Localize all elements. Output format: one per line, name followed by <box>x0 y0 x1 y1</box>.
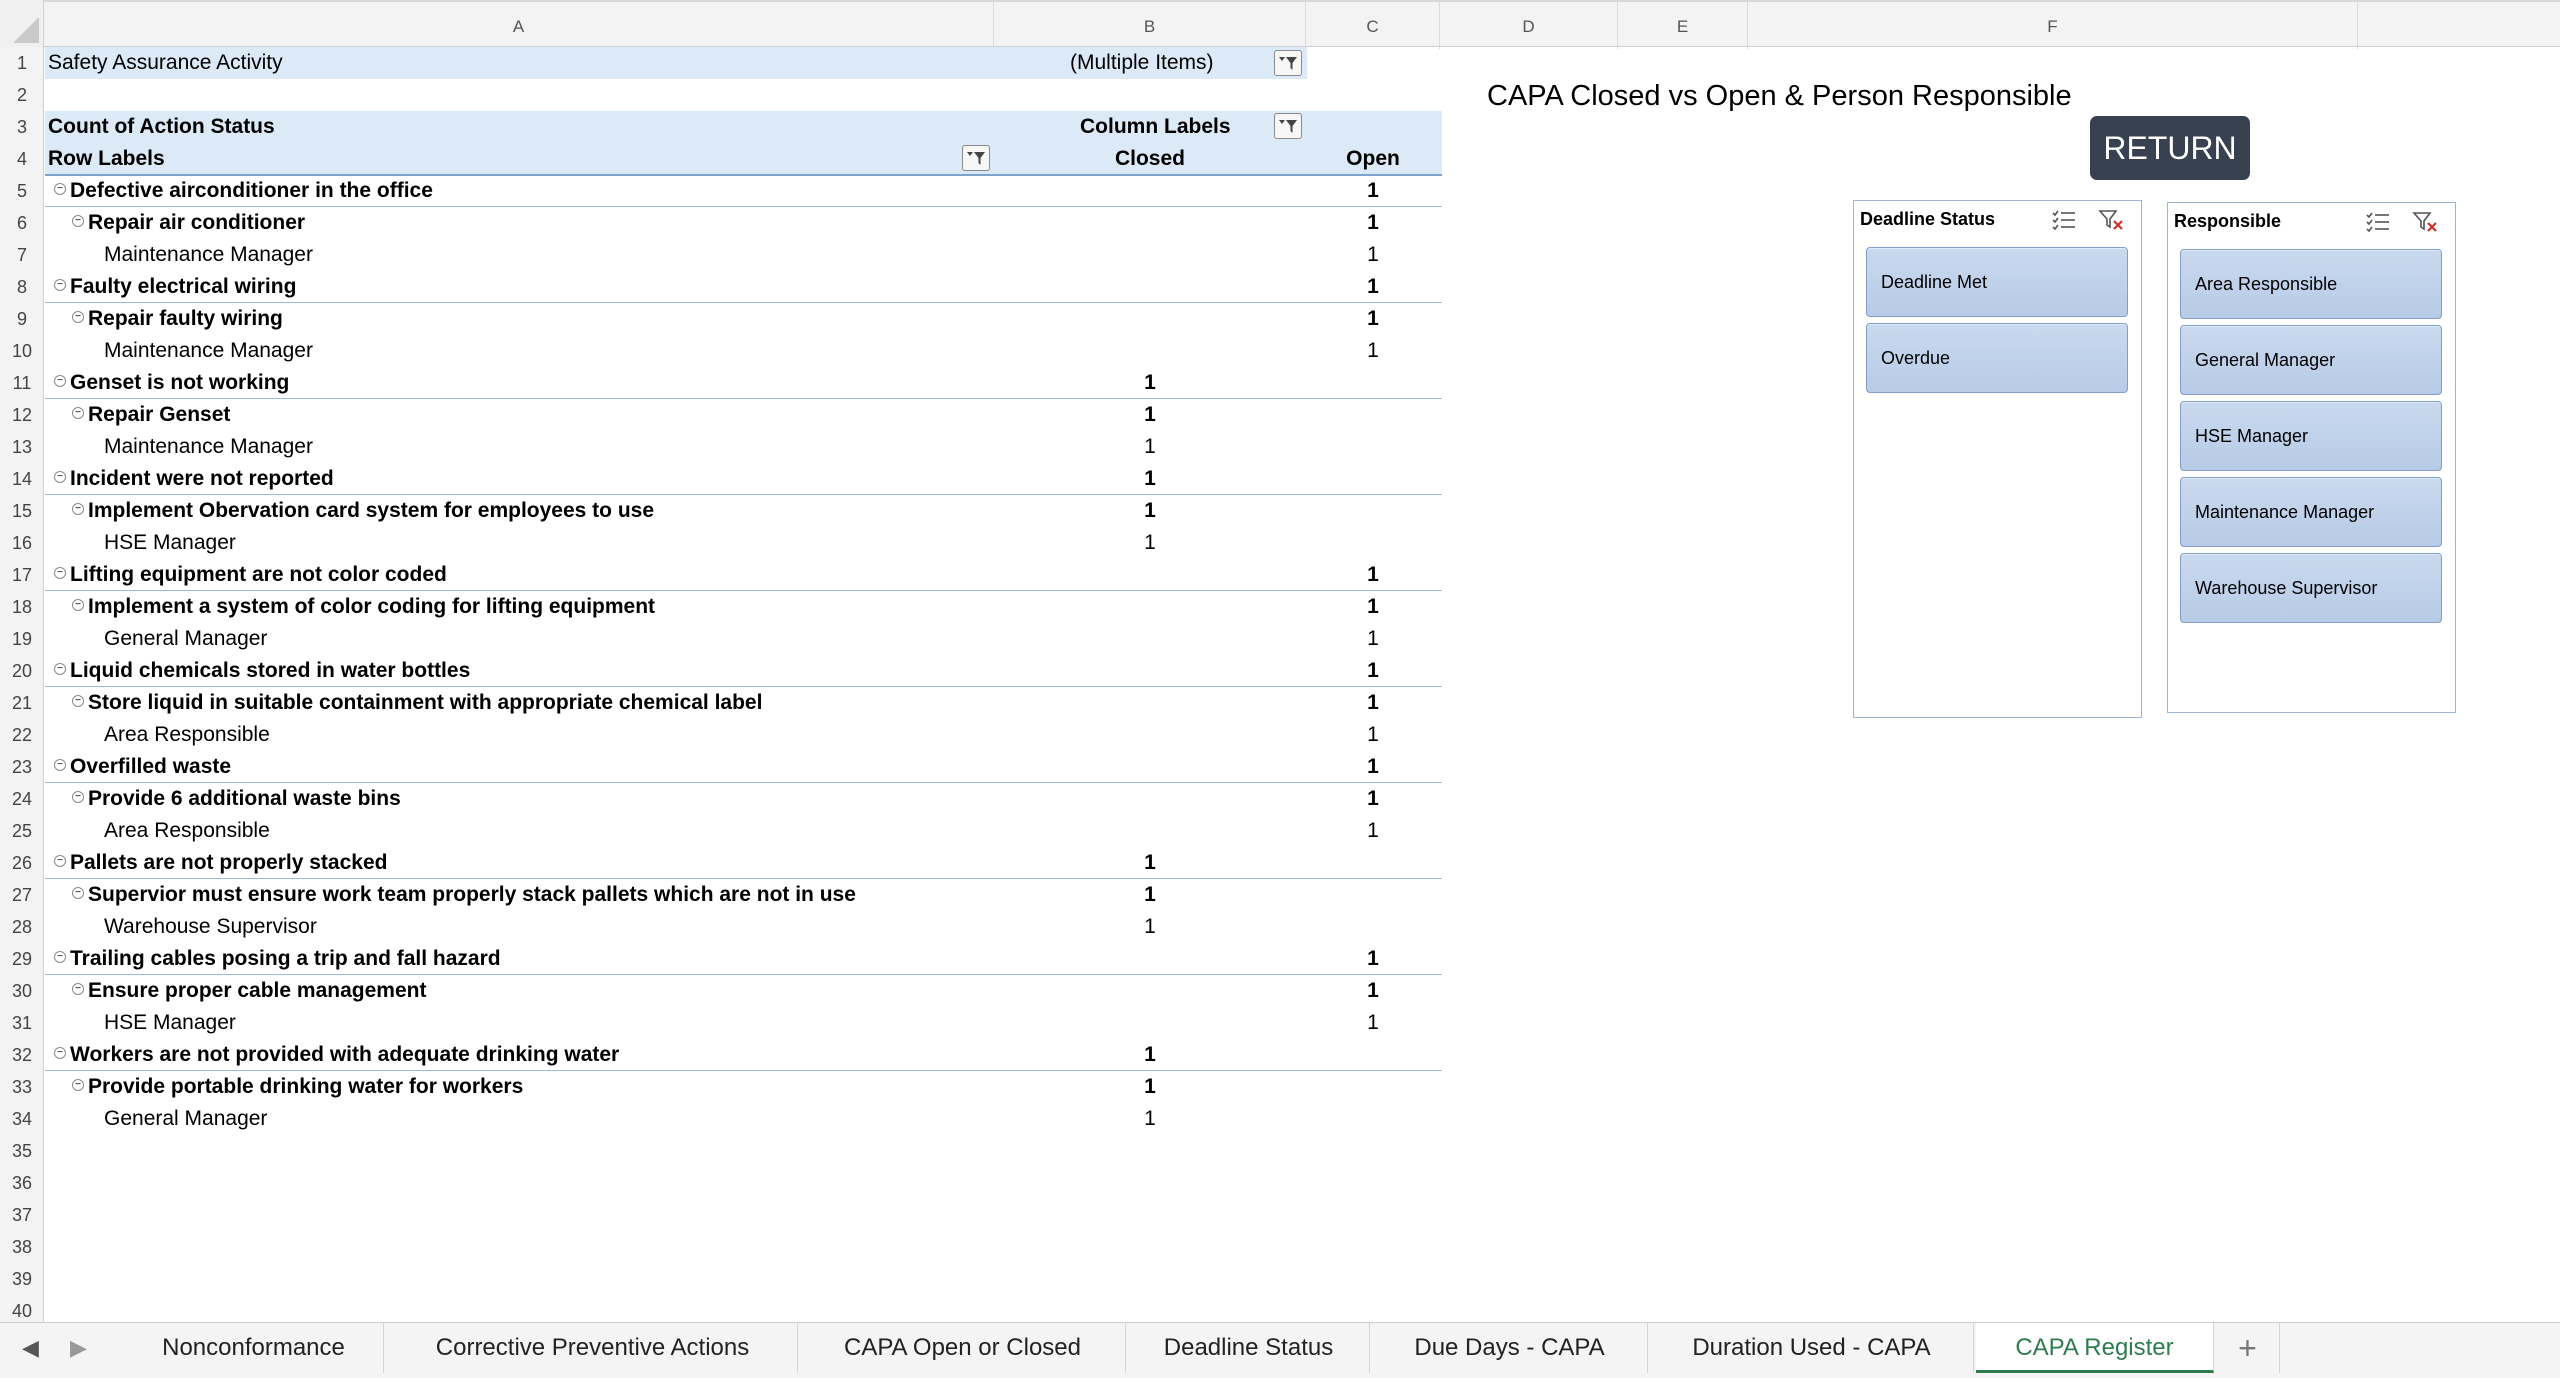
pivot-action-row <box>72 879 856 911</box>
collapse-icon[interactable]: − <box>72 311 84 323</box>
pivot-row-label: Warehouse Supervisor <box>104 915 317 938</box>
pivot-open-value <box>1310 495 1436 527</box>
row-header[interactable]: 33 <box>11 1077 33 1097</box>
row-header[interactable]: 7 <box>16 245 27 265</box>
row-header[interactable]: 35 <box>11 1141 33 1161</box>
collapse-icon[interactable]: − <box>72 599 84 611</box>
pivot-open-value: 1 <box>1367 819 1379 842</box>
row-header[interactable]: 32 <box>11 1045 33 1065</box>
row-header[interactable]: 27 <box>11 885 33 905</box>
pivot-person-row <box>104 1007 236 1039</box>
pivot-row-label: Liquid chemicals stored in water bottles <box>70 659 471 682</box>
row-header[interactable]: 38 <box>11 1237 33 1257</box>
pivot-col-closed: Closed <box>1114 147 1185 170</box>
pivot-issue-row <box>54 751 231 783</box>
clear-filter-icon[interactable] <box>2098 207 2126 233</box>
collapse-icon[interactable]: − <box>54 855 66 867</box>
pivot-open-value <box>1310 1103 1436 1135</box>
pivot-closed-value <box>1000 623 1300 655</box>
row-header[interactable]: 14 <box>11 469 33 489</box>
row-header[interactable]: 21 <box>11 693 33 713</box>
pivot-issue-row <box>54 175 433 207</box>
pivot-open-value: 1 <box>1367 723 1379 746</box>
row-header[interactable]: 10 <box>11 341 33 361</box>
row-header[interactable]: 9 <box>16 309 27 329</box>
pivot-open-value <box>1310 1039 1436 1071</box>
collapse-icon[interactable]: − <box>54 1047 66 1059</box>
pivot-action-row <box>72 783 401 815</box>
pivot-closed-value <box>1000 207 1300 239</box>
pivot-person-row <box>104 719 270 751</box>
tab-capa-register[interactable]: CAPA Register <box>1976 1323 2214 1373</box>
pivot-row-label: Repair faulty wiring <box>88 307 283 330</box>
sheet-tab-bar <box>0 1322 2560 1378</box>
row-header-bar <box>0 47 44 1322</box>
pivot-row-labels: Row Labels <box>48 147 165 170</box>
pivot-issue-row <box>54 943 501 975</box>
collapse-icon[interactable]: − <box>54 567 66 579</box>
row-header[interactable]: 18 <box>11 597 33 617</box>
pivot-row-label: HSE Manager <box>104 531 236 554</box>
pivot-closed-value <box>1000 751 1300 783</box>
tab-capa-open-or-closed[interactable]: CAPA Open or Closed <box>800 1323 1126 1373</box>
pivot-row-label: Store liquid in suitable containment with appropriate chemical label <box>88 691 763 714</box>
pivot-open-value <box>1310 463 1436 495</box>
pivot-open-value: 1 <box>1367 947 1379 970</box>
collapse-icon[interactable]: − <box>54 759 66 771</box>
slicer-deadline-status <box>1853 200 2142 718</box>
row-header[interactable]: 25 <box>11 821 33 841</box>
pivot-row-label: Area Responsible <box>104 723 270 746</box>
pivot-closed-value <box>1000 559 1300 591</box>
pivot-row-label: Ensure proper cable management <box>88 979 427 1002</box>
pivot-row-label: General Manager <box>104 1107 268 1130</box>
row-header[interactable]: 30 <box>11 981 33 1001</box>
next-sheet-icon[interactable]: ▶ <box>70 1335 87 1360</box>
row-header[interactable]: 20 <box>11 661 33 681</box>
collapse-icon[interactable]: − <box>54 375 66 387</box>
collapse-icon[interactable]: − <box>54 471 66 483</box>
pivot-open-value: 1 <box>1367 595 1379 618</box>
pivot-closed-value <box>1000 303 1300 335</box>
row-header[interactable]: 5 <box>16 181 27 201</box>
pivot-open-value: 1 <box>1367 979 1379 1002</box>
row-header[interactable]: 22 <box>11 725 33 745</box>
pivot-closed-value <box>1000 175 1300 207</box>
pivot-issue-row <box>54 847 387 879</box>
pivot-closed-value <box>1000 239 1300 271</box>
slicer-responsible <box>2167 202 2456 713</box>
slicer-responsible-title: Responsible <box>2174 211 2282 231</box>
pivot-open-value <box>1310 879 1436 911</box>
slicer-item-overdue[interactable]: Overdue <box>1866 323 2128 393</box>
pivot-row-label: Maintenance Manager <box>104 339 313 362</box>
row-header[interactable]: 19 <box>11 629 33 649</box>
pivot-closed-value <box>1000 975 1300 1007</box>
pivot-closed-value <box>1000 591 1300 623</box>
pivot-column-labels: Column Labels <box>1080 115 1231 138</box>
collapse-icon[interactable]: − <box>54 183 66 195</box>
multi-select-icon[interactable] <box>2364 209 2392 235</box>
pivot-person-row <box>104 1103 267 1135</box>
pivot-action-row <box>72 303 283 335</box>
collapse-icon[interactable]: − <box>72 887 84 899</box>
pivot-row-label: Lifting equipment are not color coded <box>70 563 447 586</box>
row-header[interactable]: 37 <box>11 1205 33 1225</box>
collapse-icon[interactable]: − <box>54 279 66 291</box>
pivot-row-label: Workers are not provided with adequate drinking water <box>70 1043 620 1066</box>
pivot-closed-value <box>1000 1007 1300 1039</box>
tab-duration-used-capa[interactable]: Duration Used - CAPA <box>1650 1323 1974 1373</box>
pivot-issue-row <box>54 1039 619 1071</box>
column-header-a[interactable]: A <box>44 2 994 49</box>
pivot-col-open: Open <box>1346 147 1400 170</box>
pivot-row-label: Supervior must ensure work team properly stack pallets which are not in use <box>88 883 856 906</box>
collapse-icon[interactable]: − <box>72 983 84 995</box>
collapse-icon[interactable]: − <box>72 1079 84 1091</box>
row-header[interactable]: 13 <box>11 437 33 457</box>
chart-title: CAPA Closed vs Open & Person Responsible <box>1487 80 2072 112</box>
slicer-item-hse-manager[interactable]: HSE Manager <box>2180 401 2442 471</box>
tab-nonconformance[interactable]: Nonconformance <box>124 1323 384 1373</box>
pivot-closed-value: 1 <box>1144 531 1156 554</box>
row-header[interactable]: 40 <box>11 1301 33 1321</box>
row-header[interactable]: 4 <box>16 149 27 169</box>
pivot-closed-value: 1 <box>1144 883 1156 906</box>
collapse-icon[interactable]: − <box>72 791 84 803</box>
row-header[interactable]: 28 <box>11 917 33 937</box>
pivot-person-row <box>104 431 313 463</box>
pivot-person-row <box>104 239 313 271</box>
pivot-row-label: Faulty electrical wiring <box>70 275 297 298</box>
column-header-c[interactable]: C <box>1306 2 1440 49</box>
pivot-open-value: 1 <box>1367 787 1379 810</box>
pivot-closed-value <box>1000 655 1300 687</box>
pivot-open-value: 1 <box>1367 211 1379 234</box>
pivot-row-label: Repair air conditioner <box>88 211 306 234</box>
pivot-issue-row <box>54 271 296 303</box>
pivot-closed-value: 1 <box>1144 467 1156 490</box>
pivot-closed-value <box>1000 719 1300 751</box>
select-all-corner[interactable] <box>0 0 44 47</box>
tab-due-days-capa[interactable]: Due Days - CAPA <box>1372 1323 1648 1373</box>
row-filter-icon[interactable] <box>962 145 990 171</box>
row-header[interactable]: 26 <box>11 853 33 873</box>
prev-sheet-icon[interactable]: ◀ <box>22 1335 39 1360</box>
slicer-item-deadline-met[interactable]: Deadline Met <box>1866 247 2128 317</box>
tab-deadline-status[interactable]: Deadline Status <box>1128 1323 1370 1373</box>
row-header[interactable]: 36 <box>11 1173 33 1193</box>
pivot-open-value <box>1310 527 1436 559</box>
pivot-closed-value: 1 <box>1144 1075 1156 1098</box>
pivot-issue-row <box>54 655 470 687</box>
collapse-icon[interactable]: − <box>72 215 84 227</box>
pivot-closed-value <box>1000 687 1300 719</box>
pivot-closed-value: 1 <box>1144 371 1156 394</box>
pivot-closed-value: 1 <box>1144 403 1156 426</box>
pivot-row-label: Implement a system of color coding for lifting equipment <box>88 595 656 618</box>
pivot-person-row <box>104 527 236 559</box>
row-header[interactable]: 29 <box>11 949 33 969</box>
return-button[interactable]: RETURN <box>2090 116 2250 180</box>
slicer-item-maintenance-manager[interactable]: Maintenance Manager <box>2180 477 2442 547</box>
collapse-icon[interactable]: − <box>72 407 84 419</box>
pivot-open-value: 1 <box>1367 243 1379 266</box>
column-header-e[interactable]: E <box>1618 2 1748 49</box>
pivot-person-row <box>104 815 270 847</box>
pivot-open-value: 1 <box>1367 627 1379 650</box>
pivot-values-label: Count of Action Status <box>48 115 275 138</box>
pivot-closed-value <box>1000 335 1300 367</box>
pivot-row-label: General Manager <box>104 627 268 650</box>
slicer-deadline-title: Deadline Status <box>1860 209 1996 229</box>
row-header[interactable]: 6 <box>16 213 27 233</box>
filter-dropdown-icon[interactable] <box>1274 50 1302 76</box>
row-header[interactable]: 17 <box>11 565 33 585</box>
pivot-open-value: 1 <box>1367 275 1379 298</box>
row-header[interactable]: 2 <box>16 85 27 105</box>
row-header[interactable]: 31 <box>11 1013 33 1033</box>
pivot-closed-value <box>1000 783 1300 815</box>
pivot-row-label: Maintenance Manager <box>104 243 313 266</box>
collapse-icon[interactable]: − <box>54 663 66 675</box>
pivot-action-row <box>72 207 305 239</box>
pivot-open-value <box>1310 911 1436 943</box>
column-header-d[interactable]: D <box>1440 2 1618 49</box>
pivot-issue-row <box>54 367 289 399</box>
row-header[interactable]: 8 <box>16 277 27 297</box>
pivot-open-value: 1 <box>1367 179 1379 202</box>
pivot-action-row <box>72 591 655 623</box>
pivot-row-label: Provide portable drinking water for workers <box>88 1075 524 1098</box>
tab-corrective-preventive-actions[interactable]: Corrective Preventive Actions <box>388 1323 798 1373</box>
column-header-b[interactable]: B <box>994 2 1306 49</box>
row-header[interactable]: 15 <box>11 501 33 521</box>
column-filter-icon[interactable] <box>1274 113 1302 139</box>
pivot-row-label: Trailing cables posing a trip and fall hazard <box>70 947 501 970</box>
pivot-row-label: Pallets are not properly stacked <box>70 851 388 874</box>
pivot-row-label: Repair Genset <box>88 403 231 426</box>
pivot-open-value <box>1310 847 1436 879</box>
pivot-closed-value <box>1000 815 1300 847</box>
row-header[interactable]: 3 <box>16 117 27 137</box>
pivot-open-value <box>1310 431 1436 463</box>
multi-select-icon[interactable] <box>2050 207 2078 233</box>
pivot-closed-value: 1 <box>1144 435 1156 458</box>
pivot-closed-value: 1 <box>1144 1107 1156 1130</box>
pivot-closed-value: 1 <box>1144 499 1156 522</box>
row-header[interactable]: 12 <box>11 405 33 425</box>
pivot-filter-value: (Multiple Items) <box>1070 51 1214 74</box>
pivot-action-row <box>72 399 230 431</box>
pivot-closed-value: 1 <box>1144 1043 1156 1066</box>
pivot-open-value <box>1310 1071 1436 1103</box>
pivot-open-value: 1 <box>1367 563 1379 586</box>
pivot-action-row <box>72 1071 523 1103</box>
slicer-item-area-responsible[interactable]: Area Responsible <box>2180 249 2442 319</box>
pivot-issue-row <box>54 463 334 495</box>
pivot-person-row <box>104 335 313 367</box>
pivot-filter-label: Safety Assurance Activity <box>48 51 283 74</box>
collapse-icon[interactable]: − <box>72 695 84 707</box>
pivot-person-row <box>104 911 317 943</box>
pivot-action-row <box>72 975 426 1007</box>
row-header[interactable]: 34 <box>11 1109 33 1129</box>
pivot-row-label: Defective airconditioner in the office <box>70 179 433 202</box>
row-header[interactable]: 23 <box>11 757 33 777</box>
pivot-row-label: Area Responsible <box>104 819 270 842</box>
pivot-open-value: 1 <box>1367 691 1379 714</box>
pivot-closed-value <box>1000 271 1300 303</box>
pivot-open-value <box>1310 367 1436 399</box>
add-sheet-button[interactable]: + <box>2216 1323 2280 1373</box>
pivot-open-value: 1 <box>1367 339 1379 362</box>
pivot-row-label: Provide 6 additional waste bins <box>88 787 401 810</box>
row-header[interactable]: 11 <box>12 373 32 393</box>
pivot-person-row <box>104 623 267 655</box>
row-header[interactable]: 16 <box>11 533 33 553</box>
pivot-issue-row <box>54 559 447 591</box>
pivot-open-value: 1 <box>1367 307 1379 330</box>
row-header[interactable]: 1 <box>16 53 27 73</box>
pivot-row-label: Incident were not reported <box>70 467 334 490</box>
collapse-icon[interactable]: − <box>54 951 66 963</box>
pivot-row-label: Maintenance Manager <box>104 435 313 458</box>
pivot-closed-value <box>1000 943 1300 975</box>
pivot-closed-value: 1 <box>1144 915 1156 938</box>
pivot-open-value: 1 <box>1367 755 1379 778</box>
column-header-bar <box>0 0 2560 47</box>
pivot-open-value: 1 <box>1367 1011 1379 1034</box>
slicer-item-warehouse-supervisor[interactable]: Warehouse Supervisor <box>2180 553 2442 623</box>
pivot-row-label: Implement Obervation card system for employees to use <box>88 499 655 522</box>
pivot-row-label: Overfilled waste <box>70 755 232 778</box>
pivot-row-label: HSE Manager <box>104 1011 236 1034</box>
row-header[interactable]: 24 <box>11 789 33 809</box>
pivot-closed-value: 1 <box>1144 851 1156 874</box>
pivot-row-label: Genset is not working <box>70 371 290 394</box>
row-header[interactable]: 39 <box>11 1269 33 1289</box>
clear-filter-icon[interactable] <box>2412 209 2440 235</box>
pivot-action-row <box>72 687 762 719</box>
pivot-open-value: 1 <box>1367 659 1379 682</box>
collapse-icon[interactable]: − <box>72 503 84 515</box>
slicer-item-general-manager[interactable]: General Manager <box>2180 325 2442 395</box>
column-header-f[interactable]: F <box>1748 2 2358 49</box>
pivot-action-row <box>72 495 654 527</box>
pivot-open-value <box>1310 399 1436 431</box>
